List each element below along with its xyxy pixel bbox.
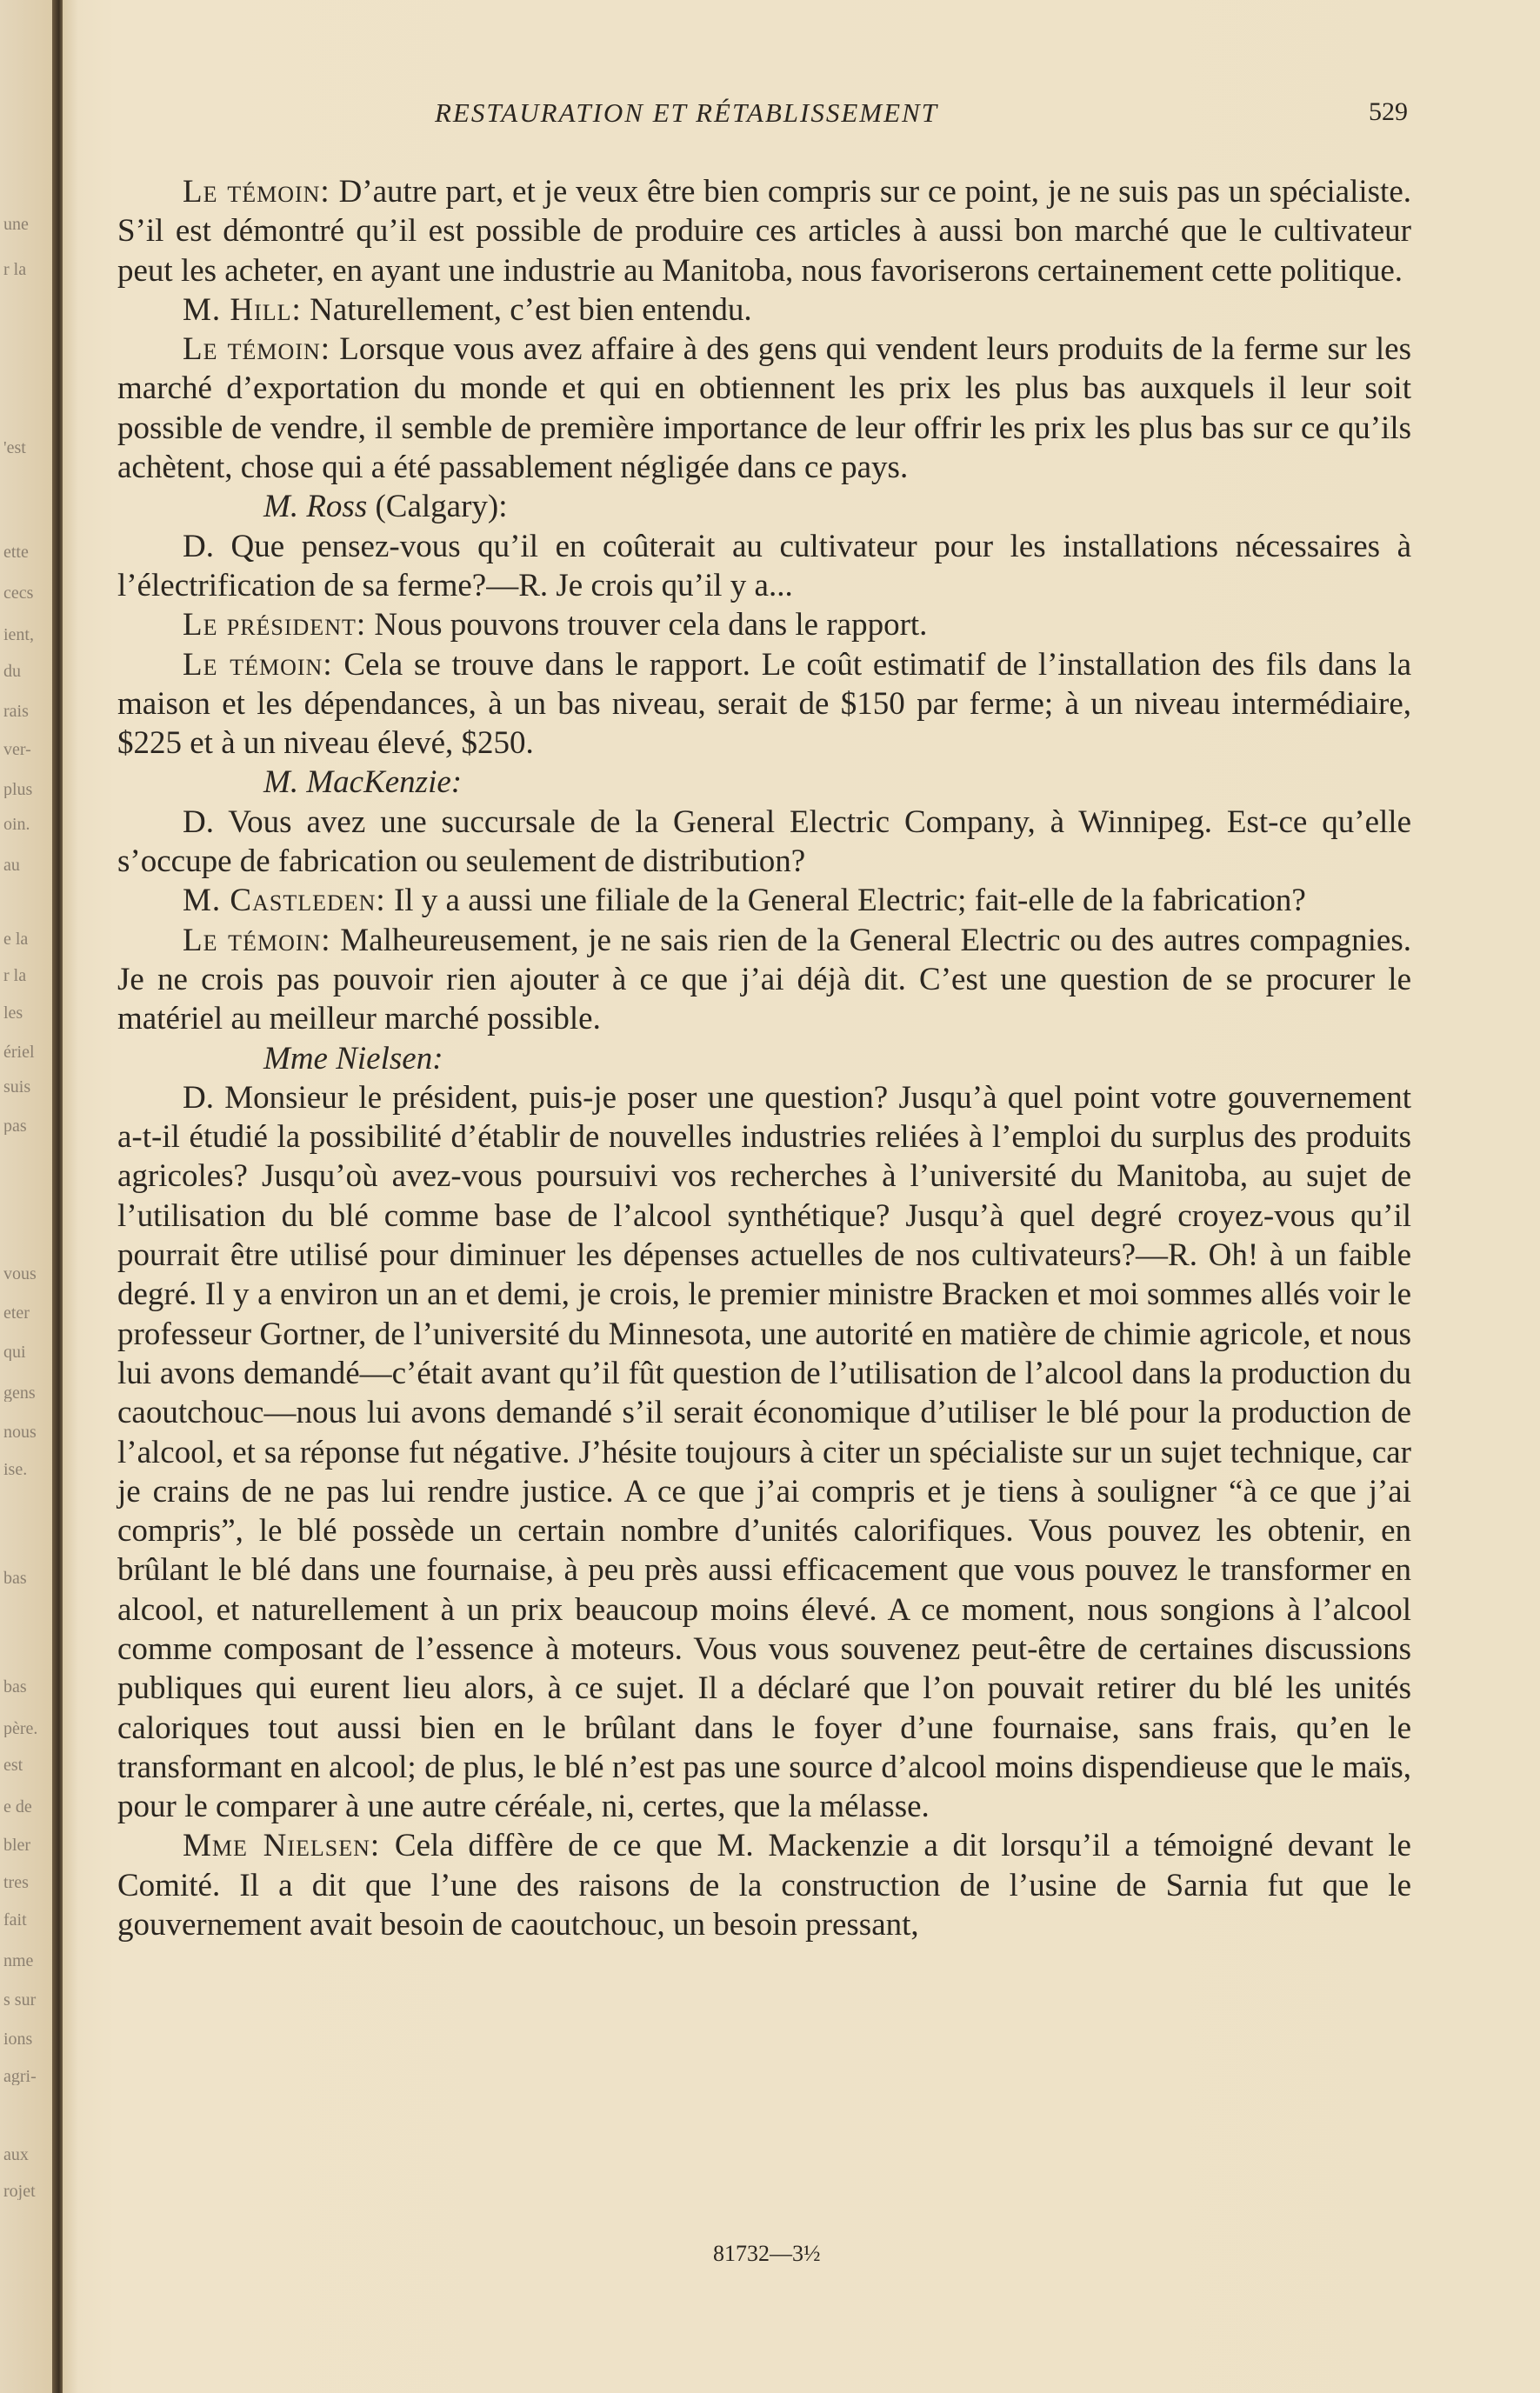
margin-fragment: bas — [3, 1570, 27, 1587]
margin-fragment: agri- — [3, 2068, 37, 2085]
margin-fragment: nous — [3, 1423, 37, 1441]
margin-fragment: ette — [3, 543, 29, 561]
speaker-label: Le témoin: — [183, 646, 333, 683]
page-number: 529 — [1369, 97, 1408, 126]
testimony-paragraph — [117, 803, 1411, 882]
margin-fragment: eter — [3, 1304, 30, 1322]
margin-fragment: fait — [3, 1911, 27, 1929]
margin-fragment: nme — [3, 1952, 34, 1970]
margin-fragment: ise. — [3, 1461, 28, 1478]
speaker-label: Mme Nielsen: — [183, 1828, 381, 1864]
speaker-label: M. Castleden: — [183, 883, 386, 919]
margin-fragment: au — [3, 857, 20, 874]
margin-fragment: suis — [3, 1078, 31, 1096]
paragraph-text: Nous pouvons trouver cela dans le rapport. — [366, 607, 928, 643]
paragraph-text: Cela se trouve dans le rapport. Le coût estimatif de l’installation des fils dans la maison et les dépendances, à un bas niveau, serait de $150 par ferme; à un niveau intermédiaire, $225 et à un niveau élevé, $250. — [117, 646, 1412, 762]
margin-fragment: gens — [3, 1384, 36, 1402]
running-title: RESTAURATION ET RÉTABLISSEMENT — [435, 97, 938, 128]
body-text — [117, 172, 1411, 1944]
testimony-paragraph — [117, 921, 1411, 1039]
printer-signature: 81732—3½ — [713, 2241, 821, 2266]
margin-fragment: e la — [3, 930, 29, 948]
margin-fragment: ériel — [3, 1043, 35, 1061]
questioner-heading — [117, 1039, 1411, 1078]
margin-fragment: rojet — [3, 2183, 36, 2200]
testimony-paragraph — [117, 1826, 1411, 1944]
margin-fragment: ver- — [3, 741, 31, 758]
testimony-paragraph — [117, 172, 1411, 290]
margin-fragment: père. — [3, 1720, 38, 1737]
paragraph-text: D. Que pensez-vous qu’il en coûterait au cultivateur pour les installations nécessaires à l’électrification de sa ferme?—R. Je crois qu’il y a... — [117, 528, 1411, 603]
paragraph-text: D’autre part, et je veux être bien compris sur ce point, je ne suis pas un spécialiste. S’il est démontré qu’il est possible de produire ces articles à aussi bon marché que le cultivateur peut les acheter, en ayant une industrie au Manitoba, nous favoriserons certainement cette politique. — [117, 174, 1411, 289]
paragraph-text: Il y a aussi une filiale de la General Electric; fait-elle de la fabrication? — [385, 883, 1306, 919]
questioner-affiliation: (Calgary): — [367, 489, 508, 525]
speaker-label: M. Hill: — [183, 291, 302, 328]
speaker-label: Le témoin: — [183, 922, 331, 958]
questioner-name: M. MacKenzie: — [263, 764, 463, 801]
speaker-label: Le témoin: — [183, 174, 330, 210]
margin-fragment: bas — [3, 1678, 27, 1696]
running-header — [63, 97, 1540, 139]
speaker-label: Le président: — [183, 607, 367, 643]
testimony-paragraph — [117, 527, 1411, 606]
testimony-paragraph — [117, 1078, 1411, 1827]
speaker-label: Le témoin: — [183, 331, 331, 368]
margin-fragment: aux — [3, 2146, 29, 2163]
paragraph-text: Naturellement, c’est bien entendu. — [301, 291, 752, 328]
margin-fragment: bler — [3, 1836, 31, 1854]
margin-fragment: cecs — [3, 584, 34, 602]
paragraph-text: D. Monsieur le président, puis-je poser une question? Jusqu’à quel point votre gouvernement a-t-il étudié la possibilité d’établir de nouvelles industries reliées à l’emploi du surplus des produits agricoles? Jusqu’où avez-vous poursuivi vos recherches à l’université du Manitoba, au sujet de l’utilisation du blé comme base de l’alcool synthétique? Jusqu’à quel degré croyez-vous qu’il pourrait être utilisé pour diminuer les dépenses actuelles de nos cultivateurs?—R. Oh! à un faible degré. Il y a environ un an et demi, je crois, le premier ministre Bracken et moi sommes allés voir le professeur Gortner, de l’université du Minnesota, une autorité en matière de chimie agricole, et nous lui avons demandé—c’était avant qu’il fût question de l’utilisation de l’alcool dans la production du caoutchouc—nous lui avons demandé s’il serait économique d’utiliser le blé pour la production de l’alcool, et sa réponse fut négative. J’hésite toujours à citer un spécialiste sur un sujet technique, car je crains de ne pas lui rendre justice. A ce que j’ai compris et je tiens à souligner “à ce que j’ai compris”, le blé possède un certain nombre d’unités calorifiques. Vous pouvez les obtenir, en brûlant le blé dans une fournaise, à peu près aussi efficacement que vous pouvez le transformer en alcool, et naturellement à un prix beaucoup moins élevé. A ce moment, nous songions à l’alcool comme composant de l’essence à moteurs. Vous vous souvenez peut-être de certaines discussions publiques qui eurent lieu alors, à ce sujet. Il a déclaré que l’on pouvait retirer du blé les unités caloriques tout aussi bien en le brûlant dans le foyer d’une fournaise, sans frais, qu’en le transformant en alcool; de plus, le blé n’est pas une source d’alcool moins dispendieuse que le maïs, pour le comparer à une autre céréale, ni, certes, que la mélasse. — [117, 1079, 1411, 1825]
testimony-paragraph — [117, 605, 1411, 644]
margin-fragment: une — [3, 216, 29, 233]
testimony-paragraph — [117, 290, 1411, 330]
margin-fragment: r la — [3, 967, 27, 984]
questioner-name: Mme Nielsen: — [263, 1040, 443, 1077]
testimony-paragraph — [117, 330, 1411, 487]
paragraph-text: Lorsque vous avez affaire à des gens qui vendent leurs produits de la ferme sur les marché d’exportation du monde et qui en obtiennent les prix les plus bas auxquels il leur soit possible de vendre, il semble de première importance de leur offrir les prix les plus bas sur ce qu’ils achètent, chose qui a été passablement négligée dans ce pays. — [117, 331, 1412, 486]
margin-fragment: tres — [3, 1874, 29, 1891]
margin-fragment: du — [3, 663, 21, 680]
questioner-heading — [117, 487, 1411, 526]
margin-fragment: 'est — [3, 439, 26, 457]
margin-fragment: rais — [3, 703, 29, 720]
testimony-paragraph — [117, 881, 1411, 920]
margin-fragment: pas — [3, 1117, 27, 1135]
margin-fragment: oin. — [3, 816, 30, 833]
margin-fragment: s sur — [3, 1991, 37, 2009]
margin-fragment: ions — [3, 2030, 33, 2048]
testimony-paragraph — [117, 645, 1411, 763]
paragraph-text: D. Vous avez une succursale de la General Electric Company, à Winnipeg. Est-ce qu’elle s’occupe de fabrication ou seulement de distribution? — [117, 803, 1411, 880]
paragraph-text: Cela diffère de ce que M. Mackenzie a dit lorsqu’il a témoigné devant le Comité. Il a dit que l’une des raisons de la construction de l’usine de Sarnia fut que le gouvernement avait besoin de caoutchouc, un besoin pressant, — [117, 1828, 1411, 1943]
margin-fragment: ient, — [3, 626, 34, 643]
margin-fragment: qui — [3, 1343, 26, 1361]
margin-fragment: plus — [3, 781, 33, 798]
margin-fragment: e de — [3, 1798, 32, 1816]
margin-fragment: vous — [3, 1265, 37, 1283]
paragraph-text: Malheureusement, je ne sais rien de la General Electric ou des autres compagnies. Je ne crois pas pouvoir rien ajouter à ce que j’ai déjà dit. C’est une question de se procurer le matériel au meilleur marché possible. — [117, 922, 1411, 1037]
margin-fragment: les — [3, 1004, 23, 1022]
questioner-name: M. Ross — [263, 489, 368, 525]
margin-fragment: r la — [3, 261, 27, 278]
margin-fragment: est — [3, 1756, 23, 1774]
questioner-heading — [117, 763, 1411, 802]
